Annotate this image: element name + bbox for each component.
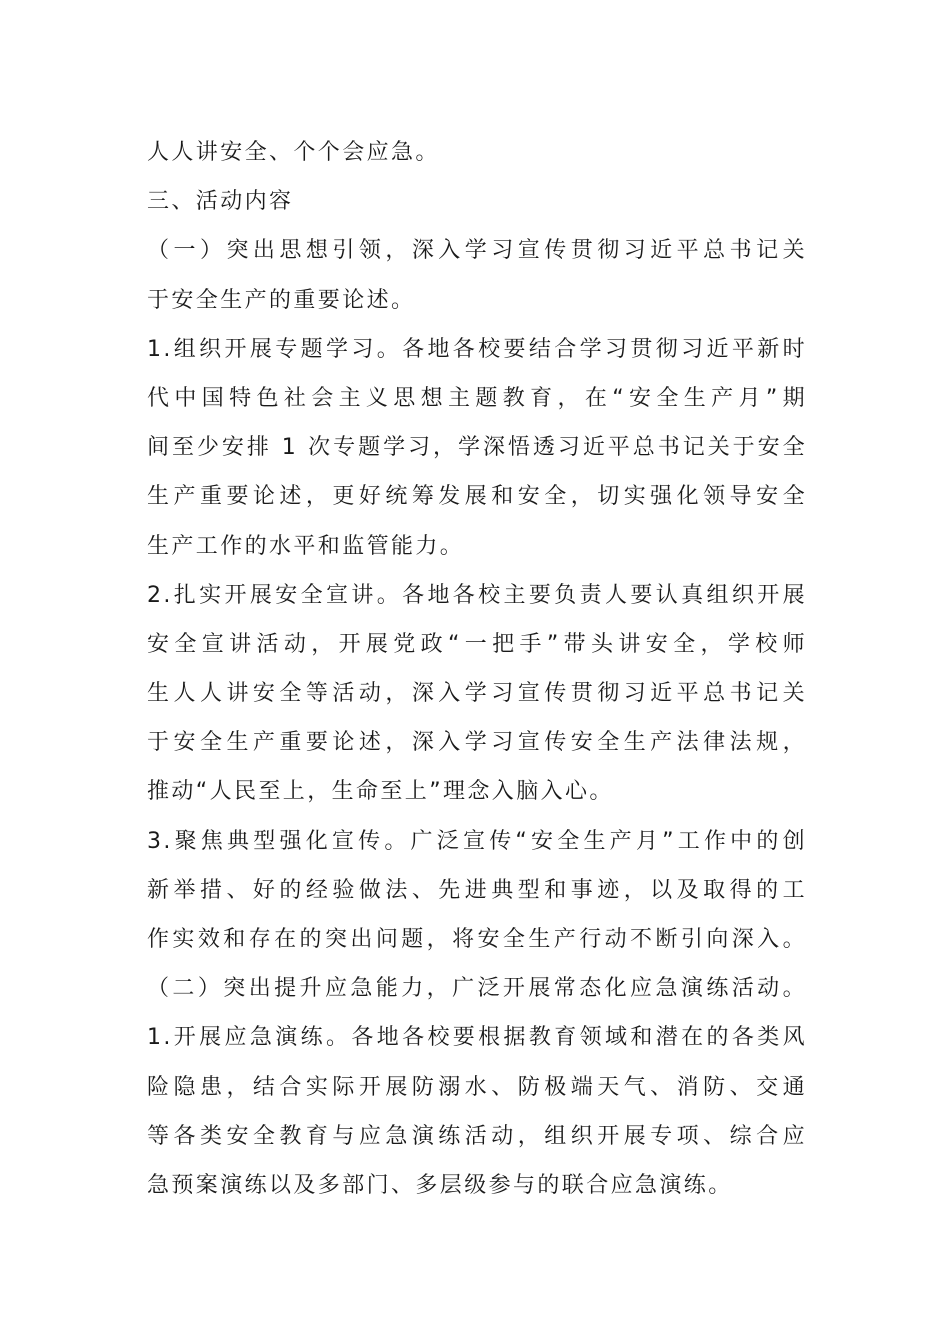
text-line: 作实效和存在的突出问题，将安全生产行动不断引向深入。: [147, 927, 807, 952]
subsection-heading-cont: 于安全生产的重要论述。: [147, 287, 416, 313]
text-line: 推动“人民至上，生命至上”理念入脑入心。: [147, 779, 614, 805]
text-line: 1.组织开展专题学习。各地各校要结合学习贯彻习近平新时: [147, 336, 807, 362]
text-line: 生产重要论述，更好统筹发展和安全，切实强化领导安全: [147, 484, 807, 510]
text-line: 险隐患，结合实际开展防溺水、防极端天气、消防、交通: [147, 1074, 807, 1100]
text-line: 新举措、好的经验做法、先进典型和事迹，以及取得的工: [147, 877, 807, 903]
text-line: 1.开展应急演练。各地各校要根据教育领域和潜在的各类风: [147, 1025, 807, 1051]
text-line: 等各类安全教育与应急演练活动，组织开展专项、综合应: [147, 1123, 807, 1149]
text-line: 生人人讲安全等活动，深入学习宣传贯彻习近平总书记关: [147, 681, 807, 707]
text-line: 人人讲安全、个个会应急。: [147, 140, 440, 165]
text-line: 代中国特色社会主义思想主题教育，在“安全生产月”期: [147, 385, 807, 411]
text-line: 间至少安排 1 次专题学习，学深悟透习近平总书记关于安全: [147, 435, 807, 461]
text-line: 3.聚焦典型强化宣传。广泛宣传“安全生产月”工作中的创: [147, 828, 807, 854]
subsection-heading: （二）突出提升应急能力，广泛开展常态化应急演练活动。: [147, 976, 807, 1002]
text-line: 急预案演练以及多部门、多层级参与的联合应急演练。: [147, 1172, 733, 1198]
subsection-heading: （一）突出思想引领，深入学习宣传贯彻习近平总书记关: [147, 238, 807, 264]
text-line: 2.扎实开展安全宣讲。各地各校主要负责人要认真组织开展: [147, 582, 807, 608]
text-line: 生产工作的水平和监管能力。: [147, 533, 465, 559]
text-line: 安全宣讲活动，开展党政“一把手”带头讲安全，学校师: [147, 631, 807, 657]
text-line: 于安全生产重要论述，深入学习宣传安全生产法律法规，: [147, 730, 807, 756]
document-body: [147, 128, 807, 1210]
section-heading: 三、活动内容: [147, 189, 294, 215]
